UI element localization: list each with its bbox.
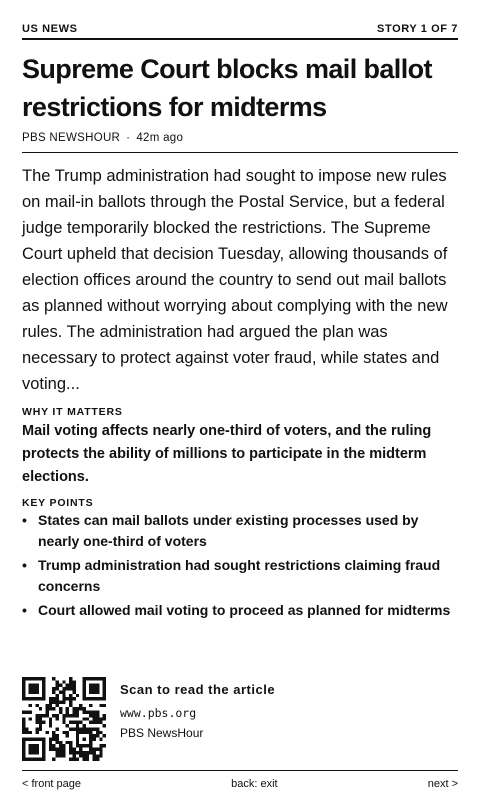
why-it-matters-text: Mail voting affects nearly one-third of voters, and the ruling protects the ability of millions to participate in the midterm elections. [22,423,432,485]
byline-divider [22,152,458,153]
qr-code-icon [22,677,106,761]
top-divider [22,38,458,40]
source-name: PBS NEWSHOUR [22,132,121,144]
top-bar [22,20,458,38]
story-screen [22,0,458,800]
front-page-link[interactable]: < front page [22,778,82,790]
bullet-icon: • [22,557,27,573]
key-points-list [22,510,458,624]
time-ago: 42m ago [136,132,184,144]
key-points-label: KEY POINTS [22,497,94,509]
headline: Supreme Court blocks mail ballot restrictions for midterms [22,54,432,122]
key-point-item [22,600,458,621]
article-url: www.pbs.org [120,706,197,720]
next-story-link[interactable]: next > [427,778,458,790]
key-point-item [22,555,458,597]
bullet-icon: • [22,602,27,618]
key-point-text: States can mail ballots under existing processes used by nearly one-third of voters [38,512,419,549]
byline-separator: · [126,132,131,144]
key-point-item [22,510,458,552]
key-point-text: Trump administration had sought restrictions claiming fraud concerns [38,557,441,594]
qr-caption [120,682,275,740]
why-it-matters-label: WHY IT MATTERS [22,406,123,418]
section-label: US NEWS [22,23,78,35]
bullet-icon: • [22,512,27,528]
back-exit-hint[interactable]: back: exit [231,778,278,790]
scan-title: Scan to read the article [120,682,276,697]
footer-nav [22,778,458,790]
story-counter: STORY 1 OF 7 [377,23,458,35]
article-body: The Trump administration had sought to impose new rules on mail-in ballots through the Postal Service, but a federal judge temporarily blocked the restrictions. The Supreme Court upheld that decision Tuesday, allowing thousands of election offices around the country to send out mail ballots as planned without worrying about complying with the new rules. The administration had argued the plan was necessary to protect against voter fraud, while states and voting... [22,167,448,393]
qr-source: PBS NewsHour [120,726,204,740]
byline [22,132,458,144]
footer-divider [22,770,458,771]
key-point-text: Court allowed mail voting to proceed as planned for midterms [38,602,451,618]
